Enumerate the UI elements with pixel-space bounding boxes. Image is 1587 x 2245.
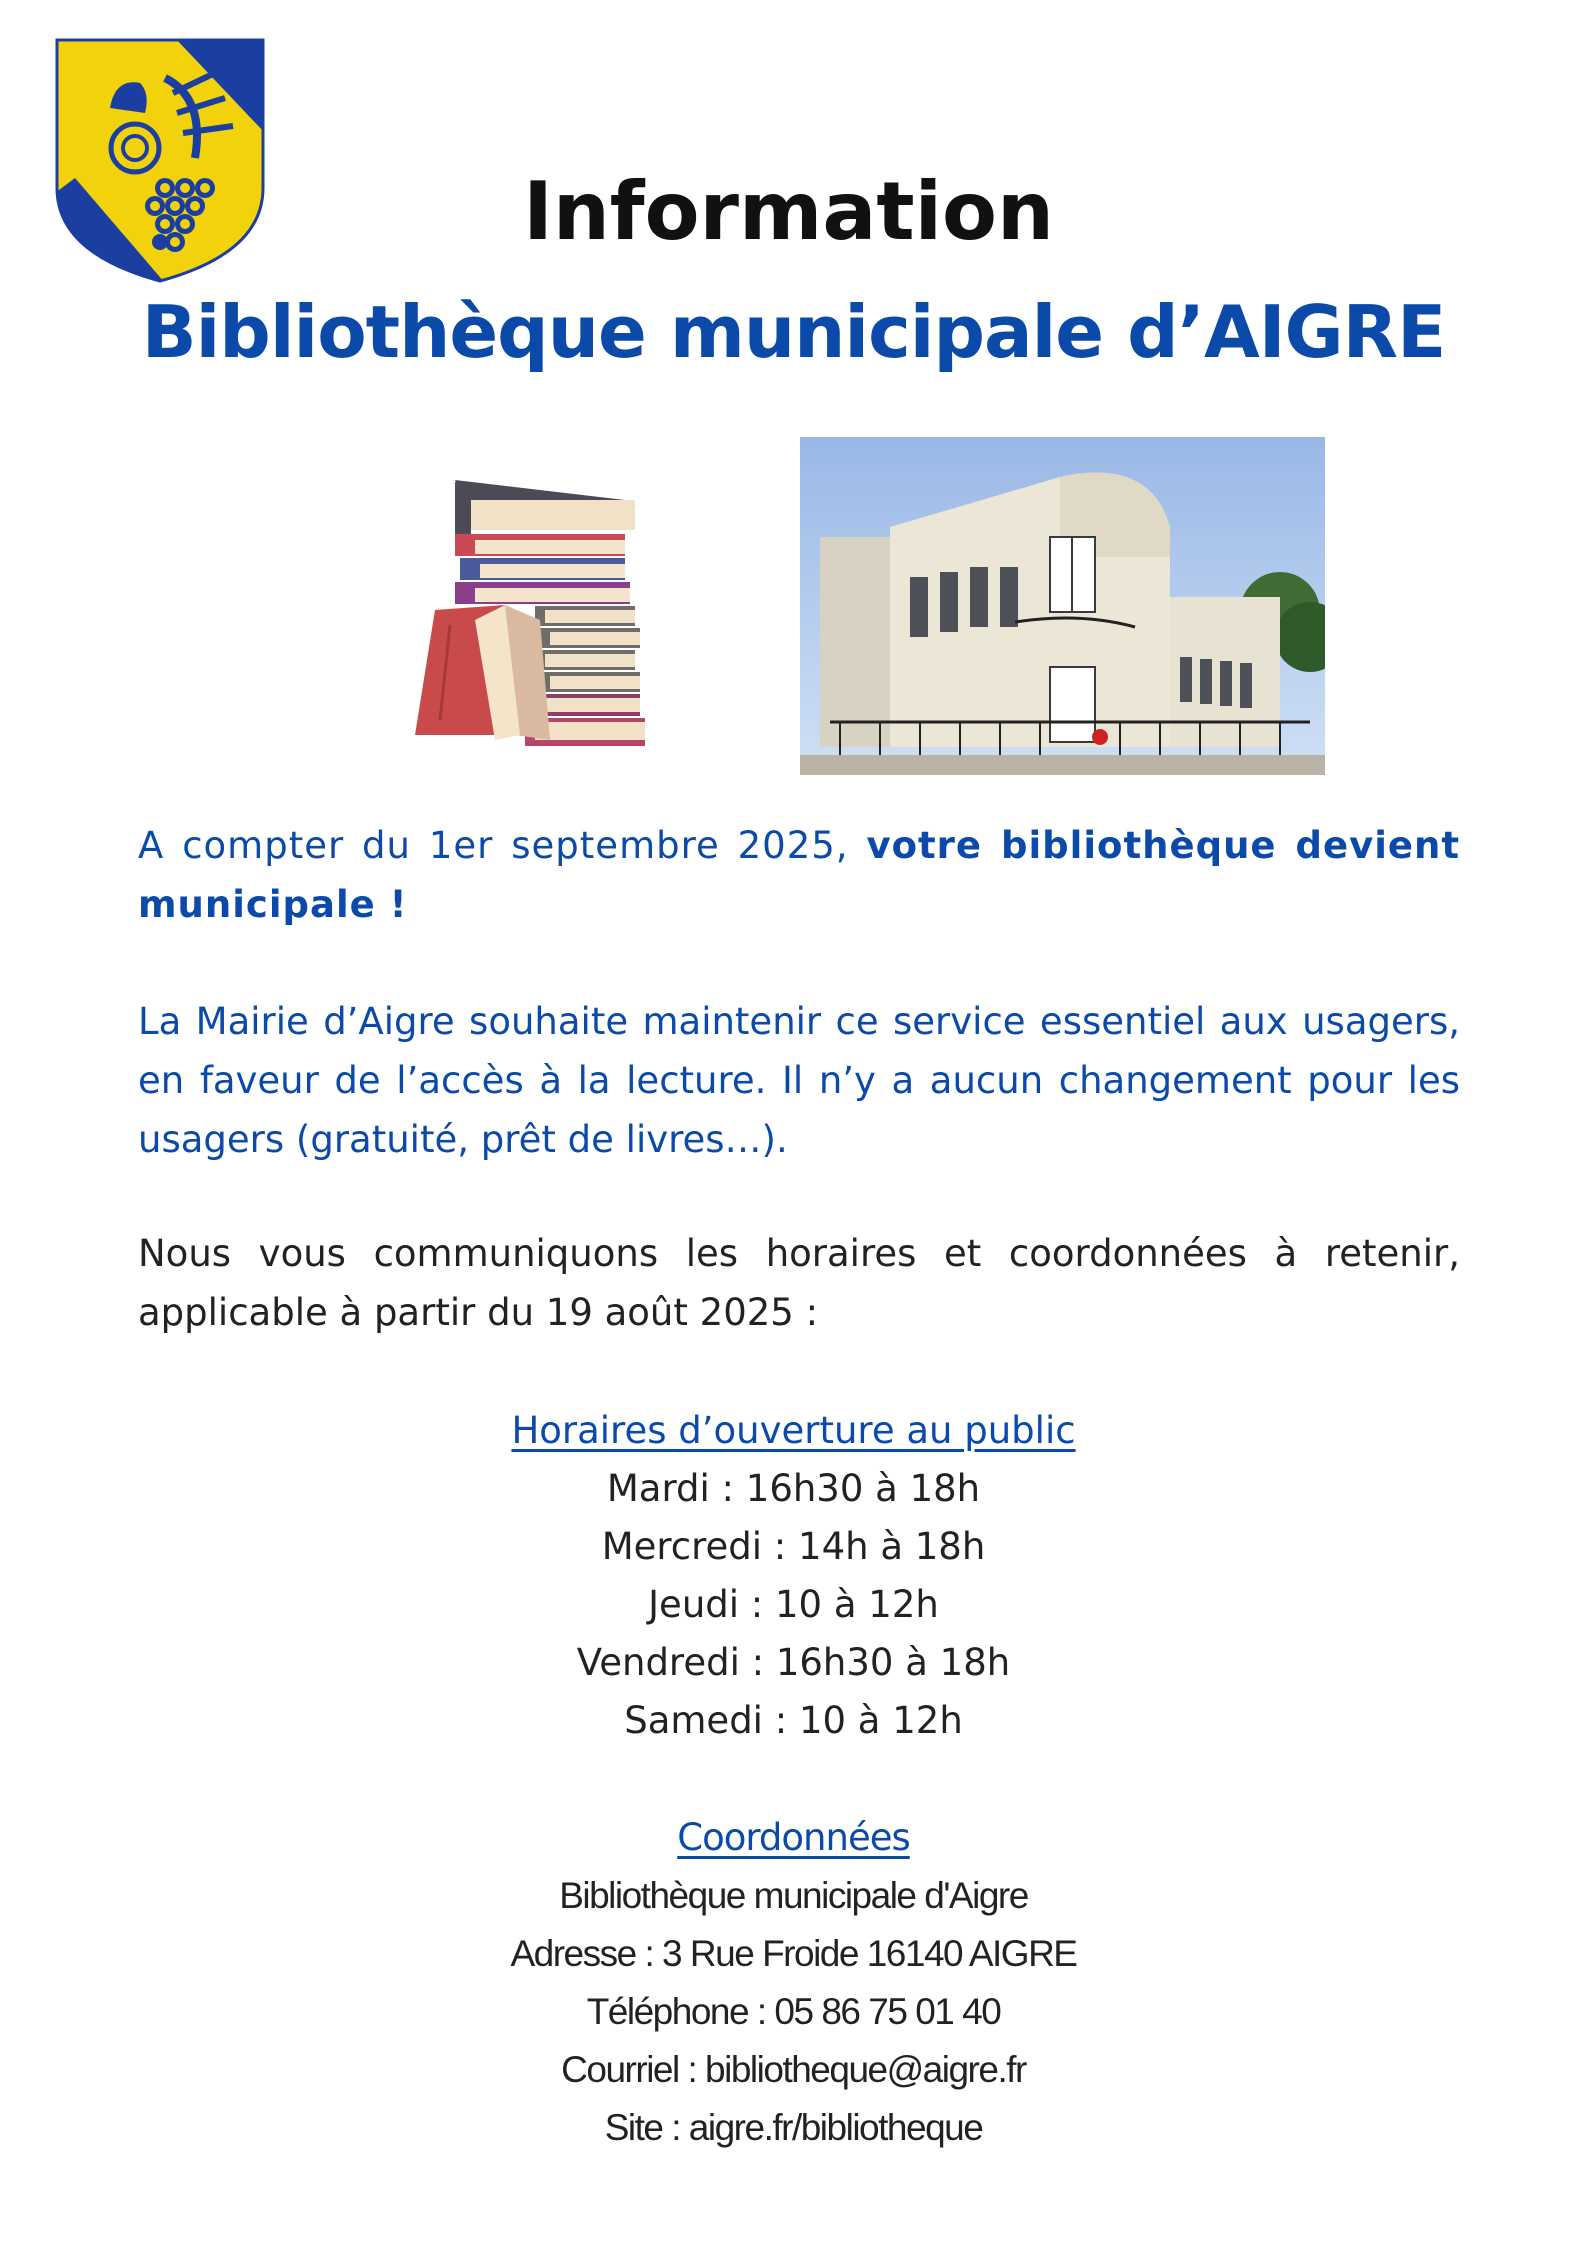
page-title: Information — [523, 165, 1054, 258]
hours-item: Mardi : 16h30 à 18h — [606, 1467, 981, 1510]
contact-heading: Coordonnées — [677, 1816, 910, 1859]
hours-heading: Horaires d’ouverture au public — [511, 1409, 1076, 1452]
intro-paragraph — [138, 816, 1460, 934]
contact-website: Site : aigre.fr/bibliotheque — [604, 2107, 983, 2148]
contact-email: Courriel : bibliotheque@aigre.fr — [561, 2049, 1026, 2090]
hours-item: Mercredi : 14h à 18h — [601, 1525, 986, 1568]
contact-phone: Téléphone : 05 86 75 01 40 — [586, 1991, 1001, 2032]
hours-item: Vendredi : 16h30 à 18h — [576, 1641, 1011, 1684]
library-building-photo — [800, 437, 1325, 775]
contact-details — [0, 1809, 1587, 2157]
opening-hours — [0, 1402, 1587, 1750]
contact-address: Adresse : 3 Rue Froide 16140 AIGRE — [510, 1933, 1077, 1974]
hours-item: Jeudi : 10 à 12h — [648, 1583, 939, 1626]
intro-bold-text: votre bibliothèque devient municipale ! — [138, 824, 1460, 926]
library-name-heading: Bibliothèque municipale d’AIGRE — [141, 290, 1446, 374]
contact-item: Bibliothèque municipale d'Aigre — [559, 1875, 1028, 1916]
mairie-paragraph: La Mairie d’Aigre souhaite maintenir ce service essentiel aux usagers, en faveur de l’accès à la lecture. Il n’y a aucun changement pour les usagers (gratuité, prêt de livres…). — [138, 1000, 1460, 1161]
intro-text: A compter du 1er septembre 2025, — [138, 824, 867, 867]
hours-item: Samedi : 10 à 12h — [624, 1699, 963, 1742]
notice-paragraph: Nous vous communiquons les horaires et coordonnées à retenir, applicable à partir du 19 août 2025 : — [138, 1232, 1460, 1334]
book-stack-icon — [415, 470, 695, 760]
